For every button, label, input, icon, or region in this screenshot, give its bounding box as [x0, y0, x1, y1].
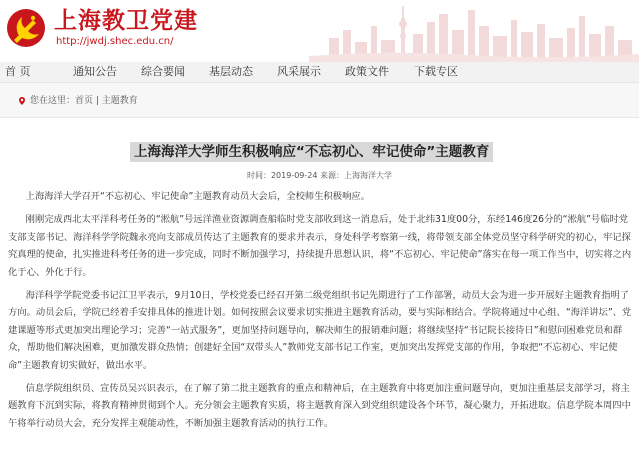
article-body: [8, 188, 634, 438]
site-title[interactable]: 上海教卫党建: [54, 8, 198, 34]
breadcrumb-section-link[interactable]: 主题教育: [101, 96, 138, 106]
nav-home[interactable]: 首 页: [5, 65, 31, 78]
breadcrumb-home-link[interactable]: 首页: [75, 96, 94, 106]
city-skyline-decoration: [309, 0, 639, 62]
nav-news[interactable]: 综合要闻: [141, 65, 185, 78]
article-paragraph: 海洋科学学院党委书记江卫平表示，9月10日，学校党委已经召开第二级党组织书记先期进行了工作部署，动员大会为进一步开展好主题教育指明了方向。动员会后，学院已经着手安排具体的推进计划。如何按照会议要求切实推进主题教育活动，要与实际相结合。学院将通过中心组、“海洋讲坛”、党建课题等形式更加突出理论学习；完善“一站式服务”，更加坚持问题导向，解决师生的报销难问题；将继续坚持“书记院长接待日”和慰问困难党员和群众，帮助他们解决困难，更加激发群众热情；创建好全国“双带头人”教师党支部书记工作室，更加突出发挥党支部的作用，争取把“不忘初心、牢记使命”主题教育切实做好，做出水平。: [8, 290, 632, 371]
nav-showcase[interactable]: 风采展示: [277, 65, 321, 78]
article-meta: 时间：2019-09-24 来源：上海海洋大学: [246, 171, 393, 180]
article-paragraph: 刚刚完成西北太平洋科考任务的“淞航”号远洋渔业资源调查船临时党支部收到这一消息后，处于北纬31度00分，东经146度26分的“淞航”号临时党支部支部书记、海洋科学学院魏永亮向支部成员传达了主题教育的要求并表示，身处科学考察第一线，将带领支部全体党员坚守科学研究的初心，牢记探究真理的使命，扎实推进科考任务的进一步完成，同时不断加强学习，持续提升思想认识，将“不忘初心、牢记使命”落实在每一项工作当中，切实将之内化于心、外化于行。: [8, 214, 632, 278]
breadcrumb-bar: [0, 82, 639, 118]
article-paragraph: 上海海洋大学召开“不忘初心、牢记使命”主题教育动员大会后，全校师生积极响应。: [25, 191, 370, 202]
nav-policy[interactable]: 政策文件: [345, 65, 389, 78]
location-pin-icon: [18, 97, 26, 105]
site-url[interactable]: http://jwdj.shec.edu.cn/: [56, 36, 174, 47]
nav-downloads[interactable]: 下载专区: [414, 65, 458, 78]
article-paragraph: 信息学院组织员、宣传员吴兴识表示，在了解了第二批主题教育的重点和精神后，在主题教育中将更加注重问题导向，更加注重基层支部学习，将主题教育下沉到实际，将教育精神贯彻到个人。充分领会主题教育实质，将主题教育深入到党组织建设各个环节，凝心聚力，开拓进取。信息学院本周四中午将举行动员大会，充分发挥主观能动性，不断加强主题教育活动的执行工作。: [8, 383, 631, 429]
site-header: [0, 0, 639, 62]
article-title: 上海海洋大学师生积极响应“不忘初心、牢记使命”主题教育: [130, 142, 493, 162]
main-nav: [0, 62, 639, 82]
breadcrumb-separator: |: [93, 96, 102, 106]
nav-notices[interactable]: 通知公告: [73, 65, 117, 78]
breadcrumb-prefix: 您在这里：: [30, 96, 76, 106]
party-emblem-icon: [6, 8, 46, 48]
nav-grassroots[interactable]: 基层动态: [209, 65, 253, 78]
breadcrumb: [18, 93, 138, 106]
